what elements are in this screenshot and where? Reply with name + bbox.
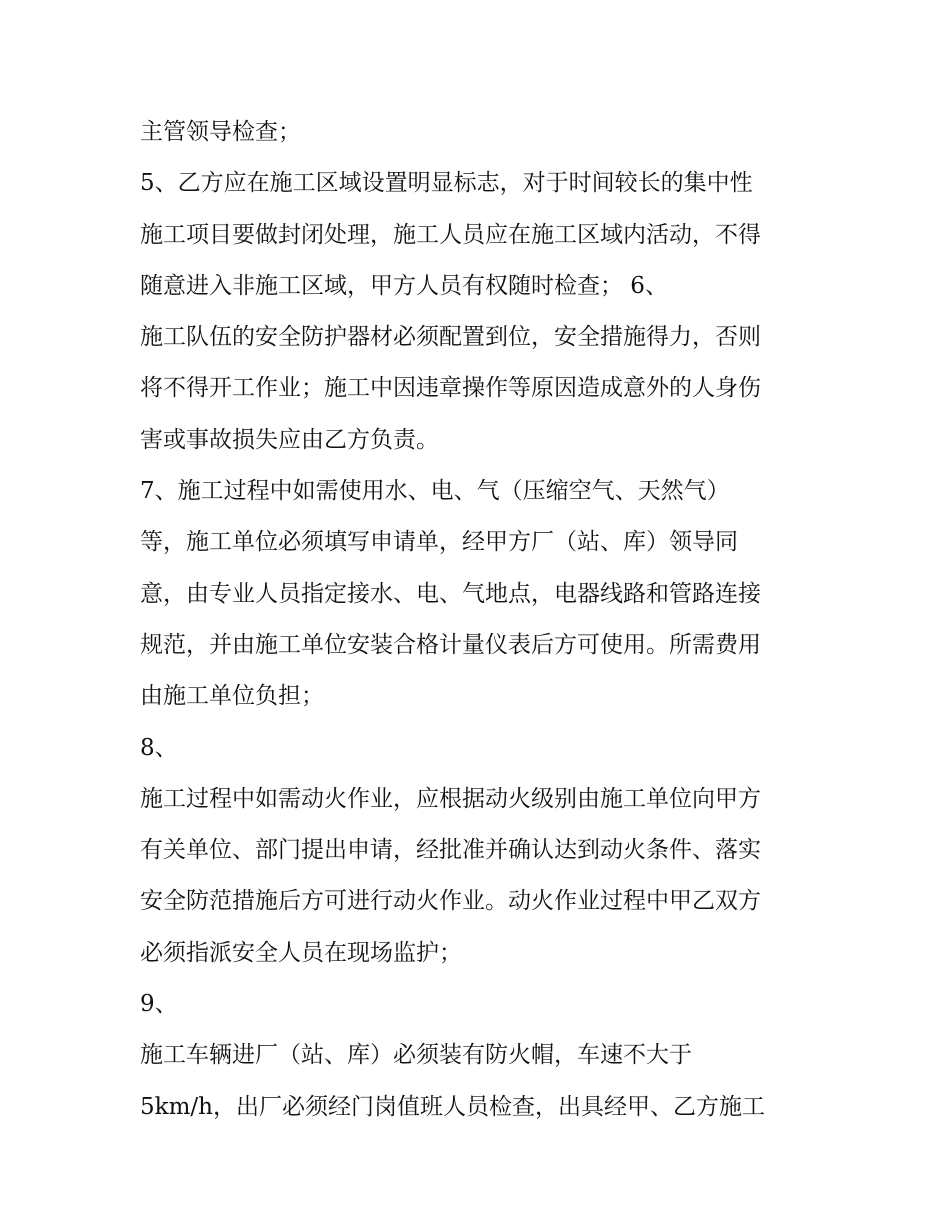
- text-line: 8、: [140, 734, 178, 761]
- text-line: 等，施工单位必须填写申请单，经甲方厂（站、库）领导同: [140, 529, 738, 556]
- text-line: 规范，并由施工单位安装合格计量仪表后方可使用。所需费用: [140, 631, 761, 658]
- text-line: 主管领导检查；: [140, 119, 301, 145]
- text-line: 由施工单位负担；: [140, 683, 324, 710]
- text-line: 施工过程中如需动火作业，应根据动火级别由施工单位向甲方: [140, 785, 761, 812]
- text-line: 7、施工过程中如需使用水、电、气（压缩空气、天然气）: [140, 478, 730, 505]
- text-line: 5、乙方应在施工区域设置明显标志，对于时间较长的集中性: [140, 170, 753, 197]
- text-line: 施工队伍的安全防护器材必须配置到位，安全措施得力，否则: [140, 324, 761, 351]
- text-line: 意，由专业人员指定接水、电、气地点，电器线路和管路连接: [140, 580, 761, 607]
- text-line: 5km/h，出厂必须经门岗值班人员检查，出具经甲、乙方施工: [140, 1093, 765, 1120]
- text-line: 必须指派安全人员在现场监护；: [140, 939, 462, 966]
- document-body: [140, 107, 820, 1133]
- text-line: 安全防范措施后方可进行动火作业。动火作业过程中甲乙双方: [140, 888, 761, 915]
- text-line: 9、: [140, 991, 178, 1018]
- text-line: 随意进入非施工区域，甲方人员有权随时检查； 6、: [140, 272, 668, 299]
- text-line: 将不得开工作业；施工中因违章操作等原因造成意外的人身伤: [140, 375, 761, 402]
- text-line: 害或事故损失应由乙方负责。: [140, 426, 439, 453]
- text-line: 施工项目要做封闭处理，施工人员应在施工区域内活动，不得: [140, 221, 761, 248]
- text-line: 施工车辆进厂（站、库）必须装有防火帽，车速不大于: [140, 1042, 692, 1069]
- text-line: 有关单位、部门提出申请，经批准并确认达到动火条件、落实: [140, 837, 761, 864]
